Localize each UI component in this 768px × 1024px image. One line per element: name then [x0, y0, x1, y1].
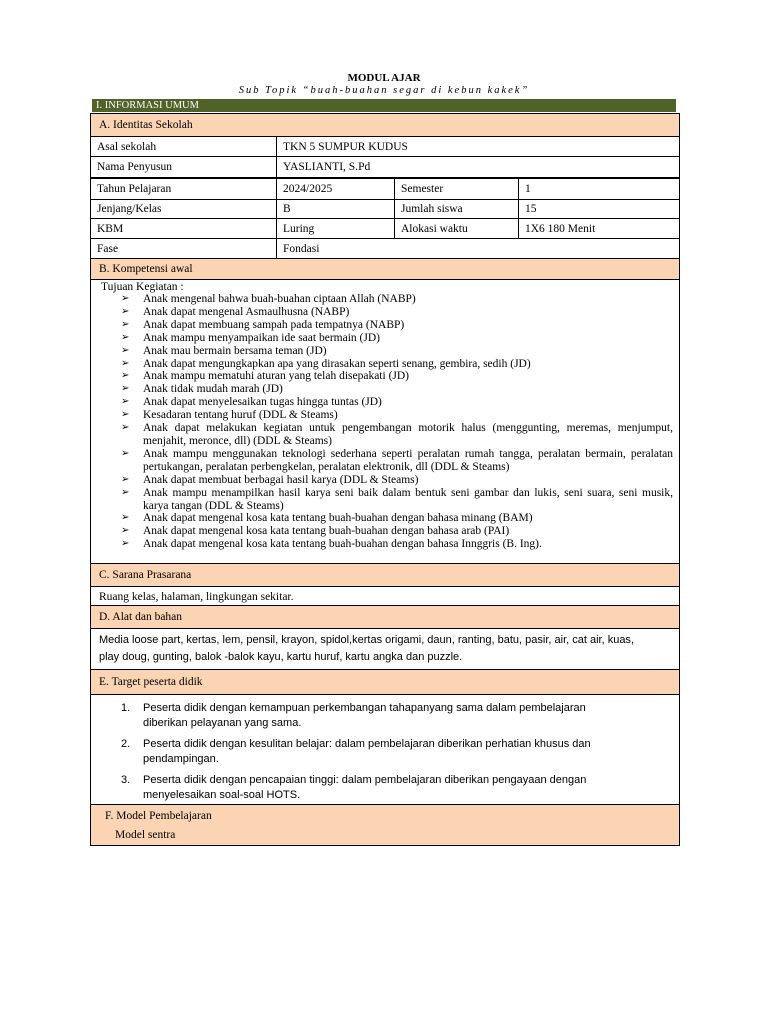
target-item [91, 701, 679, 731]
kbm-label: KBM [91, 219, 277, 238]
tahun-label: Tahun Pelajaran [91, 179, 277, 199]
document-subtitle: Sub Topik “buah-buahan segar di kebun kakek” [238, 85, 530, 96]
goal-text: Anak mampu mematuhi aturan yang telah disepakati (JD) [143, 370, 410, 383]
section-f-header: F. Model Pembelajaran [105, 810, 212, 822]
goal-text: Anak dapat melakukan kegiatan untuk pengembangan motorik halus (menggunting, meremas, menjumput, menjahit, meronce, dll) (DDL & Steams) [143, 422, 673, 447]
identity-row-jenjang [91, 200, 679, 219]
goal-item [91, 383, 679, 396]
goal-text: Anak dapat mengenal kosa kata tentang buah-buahan dengan bahasa minang (BAM) [143, 512, 533, 525]
arrow-bullet-icon: ➢ [121, 525, 130, 537]
goal-text: Anak mampu menggunakan teknologi sederhana seperti peralatan rumah tangga, peralatan bermain, peralatan pertukangan, peralatan perbengkelan, peralatan elektronik, dll (DDL & Steams) [143, 447, 673, 473]
arrow-bullet-icon: ➢ [121, 409, 130, 421]
goal-text: Anak dapat mengenal kosa kata tentang buah-buahan dengan bahasa arab (PAI) [143, 525, 510, 538]
target-number: 3. [121, 774, 131, 786]
semester-label: Semester [395, 179, 519, 199]
arrow-bullet-icon: ➢ [121, 293, 130, 304]
alokasi-label: Alokasi waktu [395, 219, 519, 238]
goal-text: Anak dapat mengenal kosa kata tentang buah-buahan dengan bahasa Innggris (B. Ing). [143, 538, 542, 551]
goal-text: Anak dapat menyelesaikan tugas hingga tuntas (JD) [143, 396, 382, 409]
arrow-bullet-icon: ➢ [121, 318, 130, 330]
goals-list [91, 293, 679, 551]
kbm-value: Luring [277, 219, 395, 238]
section-f-block [91, 804, 679, 845]
jenjang-value: B [277, 200, 395, 218]
identity-row-penyusun [91, 157, 679, 178]
goal-item [91, 487, 679, 513]
arrow-bullet-icon: ➢ [121, 357, 130, 369]
section-a-header: A. Identitas Sekolah [91, 113, 679, 137]
goals-block [91, 281, 679, 562]
goal-item [91, 293, 679, 306]
alat-text: Media loose part, kertas, lem, pensil, krayon, spidol,kertas origami, daun, ranting, batu, pasir, air, cat air, kuas, play doug, gunting, balok -balok kayu, kartu huruf, kartu angka dan puzzle. [99, 634, 634, 663]
sarana-text: Ruang kelas, halaman, lingkungan sekitar. [99, 591, 294, 603]
identity-row-asal [91, 137, 679, 157]
jenjang-label: Jenjang/Kelas [91, 200, 277, 218]
goal-item [91, 396, 679, 409]
goal-text: Kesadaran tentang huruf (DDL & Steams) [143, 409, 338, 422]
target-text: Peserta didik dengan kesulitan belajar: dalam pembelajaran diberikan perhatian khusus dan pendampingan. [143, 738, 591, 765]
arrow-bullet-icon: ➢ [121, 422, 130, 434]
goal-text: Anak dapat membuat berbagai hasil karya (DDL & Steams) [143, 473, 419, 486]
target-text: Peserta didik dengan kemampuan perkembangan tahapanyang sama dalam pembelajaran diberikan pelayanan yang sama. [143, 702, 586, 729]
goal-item [91, 370, 679, 383]
document-title: MODUL AJAR [347, 72, 421, 84]
arrow-bullet-icon: ➢ [121, 447, 130, 459]
fase-label: Fase [91, 239, 277, 258]
goal-text: Anak dapat mengungkapkan apa yang dirasakan seperti senang, gembira, sedih (JD) [143, 357, 531, 370]
goal-text: Anak mengenal bahwa buah-buahan ciptaan Allah (NABP) [143, 293, 416, 305]
goal-item [91, 409, 679, 422]
jumlah-value: 15 [525, 203, 537, 215]
arrow-bullet-icon: ➢ [121, 305, 130, 317]
asal-label: Asal sekolah [91, 137, 277, 156]
goal-item [91, 358, 679, 371]
identity-row-fase [91, 239, 679, 258]
alokasi-value: 1X6 180 Menit [525, 222, 596, 235]
goal-text: Anak tidak mudah marah (JD) [143, 383, 283, 396]
model-text: Model sentra [115, 829, 176, 841]
target-number: 2. [121, 738, 131, 750]
fase-value: Fondasi [283, 242, 320, 255]
goal-text: Anak mau bermain bersama teman (JD) [143, 344, 327, 357]
goal-item [91, 319, 679, 332]
goal-text: Anak mampu menampilkan hasil karya seni baik dalam bentuk seni gambar dan lukis, seni suara, seni musik, karya tangan (DDL & Steams) [143, 486, 673, 512]
arrow-bullet-icon: ➢ [121, 396, 130, 408]
goal-text: Anak mampu menyampaikan ide saat bermain (JD) [143, 331, 380, 344]
goal-item [91, 306, 679, 319]
goal-item [91, 332, 679, 345]
jumlah-label: Jumlah siswa [395, 200, 519, 218]
semester-value: 1 [525, 183, 531, 195]
tahun-value: 2024/2025 [277, 179, 395, 199]
targets-block [91, 701, 679, 805]
section-e-header: E. Target peserta didik [91, 669, 679, 695]
target-item [91, 773, 679, 803]
goal-text: Anak dapat membuang sampah pada tempatnya (NABP) [143, 318, 405, 331]
target-text: Peserta didik dengan pencapaian tinggi: dalam pembelajaran diberikan pengayaan dengan menyelesaikan soal-soal HOTS. [143, 774, 587, 801]
target-item [91, 737, 679, 767]
info-umum-header: I. INFORMASI UMUM [92, 99, 676, 112]
section-b-header: B. Kompetensi awal [91, 258, 679, 280]
goal-item [91, 345, 679, 358]
goal-item [91, 474, 679, 487]
goal-item [91, 448, 679, 474]
identity-row-kbm [91, 219, 679, 239]
arrow-bullet-icon: ➢ [121, 344, 130, 356]
arrow-bullet-icon: ➢ [121, 538, 130, 550]
penyusun-label: Nama Penyusun [91, 157, 277, 177]
goal-text: Anak dapat mengenal Asmaulhusna (NABP) [143, 305, 350, 318]
asal-value: TKN 5 SUMPUR KUDUS [283, 140, 408, 153]
goal-item [91, 525, 679, 538]
goal-item [91, 422, 679, 448]
goal-item [91, 512, 679, 525]
arrow-bullet-icon: ➢ [121, 331, 130, 343]
targets-list [91, 701, 679, 803]
section-d-header: D. Alat dan bahan [91, 605, 679, 629]
goal-item [91, 538, 679, 551]
penyusun-value: YASLIANTI, S.Pd [283, 161, 371, 173]
arrow-bullet-icon: ➢ [121, 370, 130, 382]
identity-row-tahun [91, 178, 679, 200]
section-c-header: C. Sarana Prasarana [91, 563, 679, 587]
target-number: 1. [121, 702, 131, 714]
arrow-bullet-icon: ➢ [121, 383, 130, 395]
arrow-bullet-icon: ➢ [121, 473, 130, 485]
arrow-bullet-icon: ➢ [121, 512, 130, 524]
arrow-bullet-icon: ➢ [121, 486, 130, 498]
goals-heading: Tujuan Kegiatan : [101, 281, 184, 293]
